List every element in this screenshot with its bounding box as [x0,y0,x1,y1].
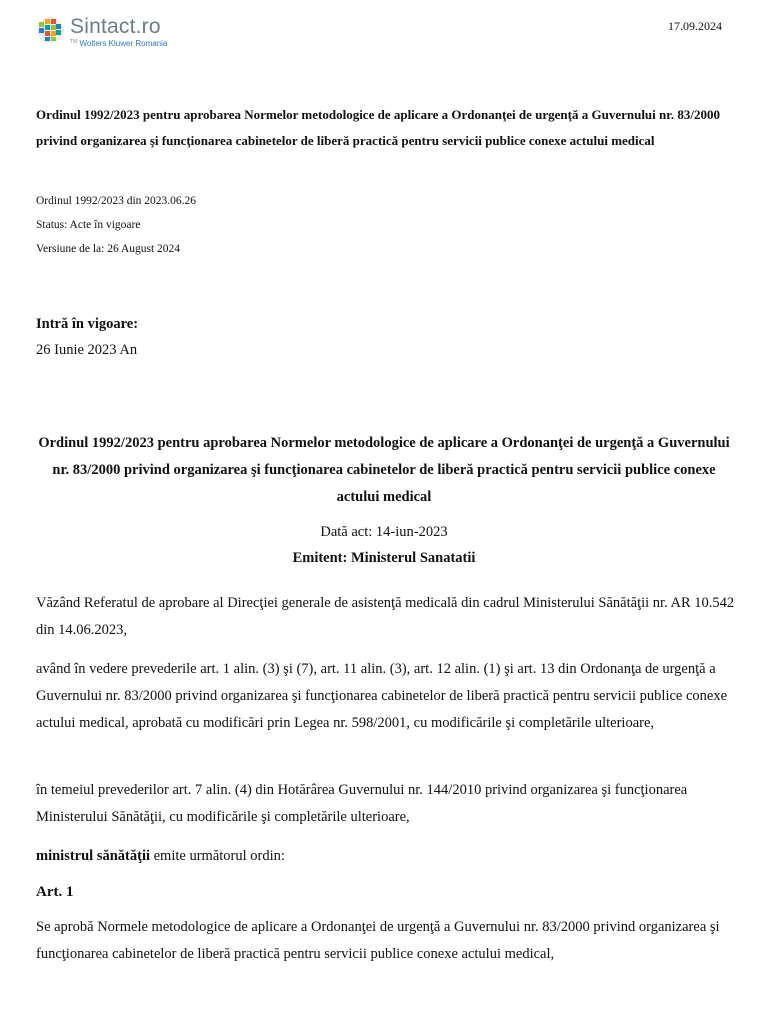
vigoare-value: 26 Iunie 2023 An [36,342,138,358]
site-header [36,16,167,48]
logo-sub-text: Wolters Kluwer Romania [79,39,168,48]
vigoare-label: Intră în vigoare: [36,316,139,332]
paragraph-emite [36,843,736,870]
article-heading: Art. 1 [36,884,74,900]
logo-text [70,16,167,48]
document-title: Ordinul 1992/2023 pentru aprobarea Normelor metodologice de aplicare a Ordonanţei de urgenţă a Guvernului nr. 83/2000 privind organizarea şi funcţionarea cabinetelor de liberă practică pentru servicii publice conexe actului medical [36,107,720,148]
paragraph-art1: Se aprobă Normele metodologice de aplicare a Ordonanţei de urgenţă a Guvernului nr. 83/2000 privind organizarea şi funcţionarea cabinetelor de liberă practică pentru servicii publice conexe actului medical, [36,919,720,962]
logo-name: Sintact.ro [70,15,161,38]
sintact-logo-icon [36,16,64,44]
act-emitent: Emitent: Ministerul Sanatatii [292,550,476,566]
meta-ordinul: Ordinul 1992/2023 din 2023.06.26 [36,195,197,207]
paragraph-prevederi: având în vedere prevederile art. 1 alin. (3) şi (7), art. 11 alin. (3), art. 12 alin. (1) şi art. 13 din Ordonanţa de urgenţă a Guvernului nr. 83/2000 privind organizarea şi funcţionarea cabinetelor de liberă practică pentru servicii publice conexe actului medical, aprobată cu modificări prin Legea nr. 598/2001, cu modificările şi completările ulterioare, [36,661,728,731]
emite-text: emite următorul ordin: [150,848,285,864]
logo-trademark: TM [70,39,78,45]
paragraph-referat: Văzând Referatul de aprobare al Direcţiei generale de asistenţă medicală din cadrul Ministerului Sănătăţii nr. AR 10.542 din 14.06.2023, [36,595,735,638]
act-date: Dată act: 14-iun-2023 [320,524,448,540]
document-meta [36,194,196,266]
logo-subtitle [70,40,167,48]
meta-status: Status: Acte în vigoare [36,219,141,231]
ministrul-label: ministrul sănătăţii [36,848,150,864]
meta-versiune: Versiune de la: 26 August 2024 [36,243,181,255]
print-date: 17.09.2024 [668,19,722,33]
act-title: Ordinul 1992/2023 pentru aprobarea Normelor metodologice de aplicare a Ordonanţei de urgenţă a Guvernului nr. 83/2000 privind organizarea şi funcţionarea cabinetelor de liberă practică pentru servicii publice conexe actului medical [38,435,730,505]
paragraph-temei: în temeiul prevederilor art. 7 alin. (4) din Hotărârea Guvernului nr. 144/2010 privind organizarea şi funcţionarea Ministerului Sănătăţii, cu modificările şi completările ulterioare, [36,782,688,825]
